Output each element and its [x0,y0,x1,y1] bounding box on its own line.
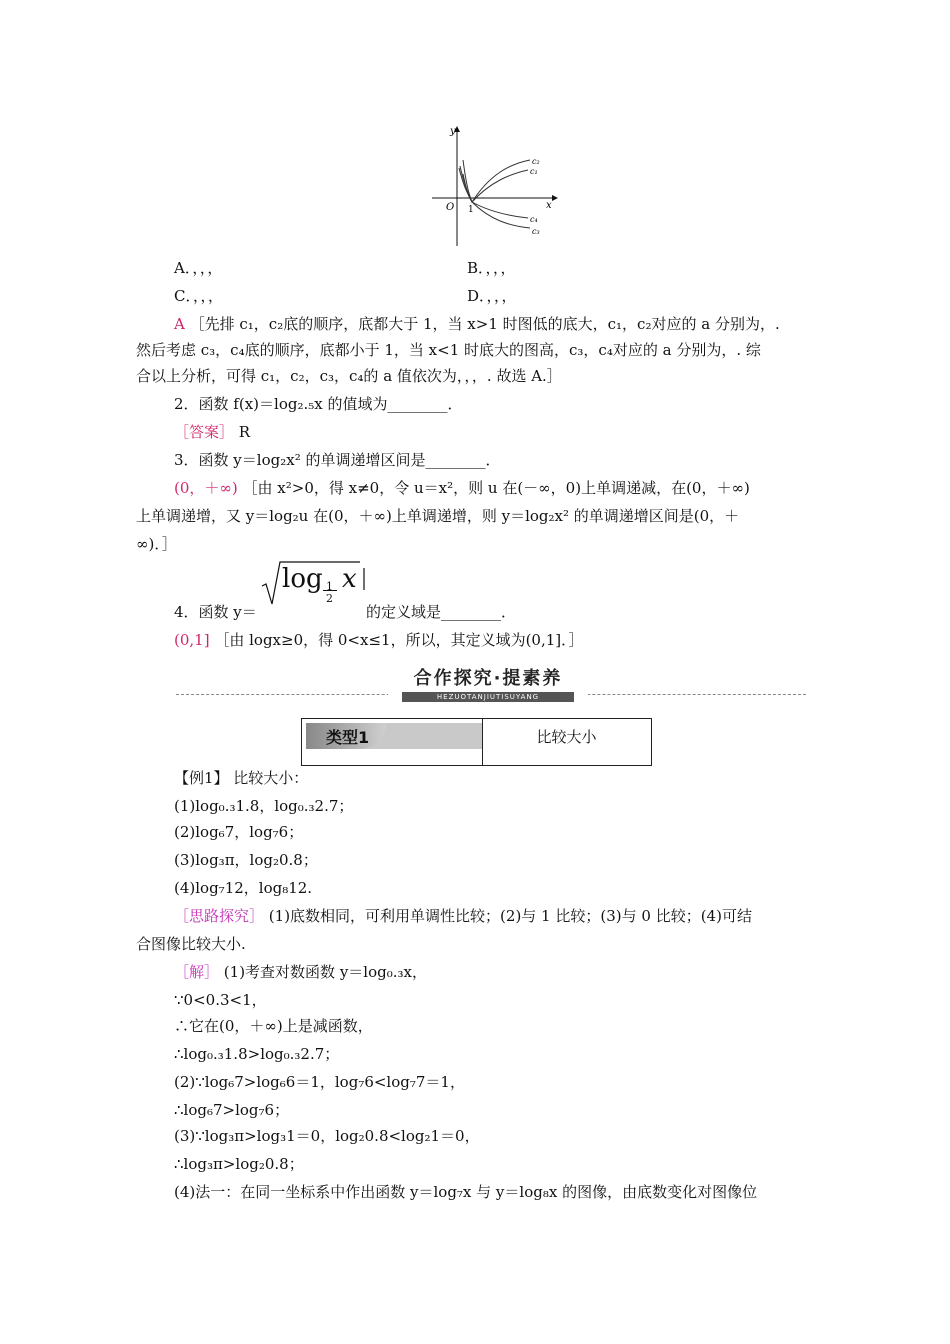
q4-log-text: log [282,564,323,594]
q4-prefix: 4．函数 y＝ [174,603,257,621]
banner-subtitle: HEZUOTANJIUTISUYANG [402,692,574,702]
q3-explain-1: ［由 x²>0，得 x≠0，令 u＝x²，则 u 在(－∞，0)上单调递减，在(0，＋∞) [242,479,750,497]
example-item-1: (1)log₀.₃1.8，log₀.₃2.7； [174,797,354,815]
section-banner [388,662,588,706]
q4-fraction-bar [323,590,337,591]
solution-tag: ［解］ [174,963,220,981]
type-box [301,718,652,766]
q1-answer-letter: A [174,315,185,333]
option-c: C．，，， [174,287,223,305]
q4-sqrt-formula [260,560,370,608]
banner-title: 合作探究·提素养 [413,668,563,689]
q4-answer: (0,1] [174,631,210,649]
thinking-tag: ［思路探究］ [174,907,265,925]
q2-text: 2．函数 f(x)＝log₂.₅x 的值域为________． [174,395,463,413]
solution-line3: ∴它在(0，＋∞)上是减函数， [174,1017,373,1035]
q3-answer: (0，＋∞) [174,479,238,497]
q1-answer-line2: 然后考虑 c₃，c₄底的顺序，底都小于 1，当 x<1 时底大的图高，c₃，c₄对应的 a 分别为，. 综 [136,341,761,359]
thinking-line2: 合图像比较大小. [136,935,246,953]
solution-line4: ∴log₀.₃1.8>log₀.₃2.7； [174,1045,340,1063]
type-label-cell [302,719,483,765]
q3-answer-line1 [174,478,750,498]
q4-base-den: 2 [326,592,333,605]
q1-answer-line1 [174,314,780,334]
graph-c3-label: c₃ [532,227,540,236]
example-item-4: (4)log₇12，log₈12. [174,879,313,897]
graph-svg [430,122,560,248]
q2-answer-line [174,422,250,442]
solution-line7: (3)∵log₃π>log₃1＝0，log₂0.8<log₂1＝0， [174,1127,480,1145]
q3-explain-2: 上单调递增，又 y＝log₂u 在(0，＋∞)上单调递增，则 y＝log₂x² 的单调递增区间是(0，＋ [136,507,740,525]
curve-c2 [463,160,530,202]
q3-explain-3: ∞)．］ [136,535,177,553]
option-a: A．，，， [174,259,223,277]
log-curves-graph [430,122,560,248]
graph-origin-label: O [446,202,455,213]
solution-line6: ∴log₆7>log₇6； [174,1101,290,1119]
thinking-line1 [174,906,752,926]
graph-one-label: 1 [468,205,474,215]
q4-suffix: 的定义域是________． [366,603,517,621]
graph-y-label: y [450,126,456,137]
q1-answer-text1: ［先排 c₁，c₂底的顺序，底都大于 1，当 x>1 时图低的底大，c₁，c₂对应的 a 分别为，. [189,315,780,333]
q4-x: x [342,564,357,594]
example-title: 【例1】 比较大小： [174,769,309,787]
example-item-3: (3)log₃π，log₂0.8； [174,851,318,869]
x-arrow [552,195,558,201]
solution-text1: (1)考查对数函数 y＝log₀.₃x， [223,963,427,981]
thinking-text1: (1)底数相同，可利用单调性比较；(2)与 1 比较；(3)与 0 比较；(4)可结 [268,907,752,925]
q4-explain: ［由 logx≥0，得 0<x≤1，所以，其定义域为(0,1]．］ [214,631,584,649]
graph-c4-label: c₄ [530,215,538,224]
type-topic: 比较大小 [536,728,597,746]
solution-line9: (4)法一：在同一坐标系中作出函数 y＝log₇x 与 y＝log₈x 的图像，由底数变化对图像位 [174,1183,758,1201]
q2-answer-tag: ［答案］ [174,423,235,441]
graph-c1-label: c₁ [530,167,538,176]
solution-line1 [174,962,427,982]
solution-line2: ∵0<0.3<1， [174,991,267,1009]
solution-line5: (2)∵log₆7>log₆6＝1，log₇6<log₇7＝1， [174,1073,465,1091]
q3-text: 3．函数 y＝log₂x² 的单调递增区间是________． [174,451,501,469]
option-d: D．，，， [467,287,517,305]
graph-c2-label: c₂ [532,157,540,166]
type-label: 类型1 [326,728,370,747]
option-b: B．，，， [467,259,516,277]
graph-x-label: x [546,200,552,211]
example-item-2: (2)log₆7，log₇6； [174,823,304,841]
solution-line8: ∴log₃π>log₂0.8； [174,1155,304,1173]
q4-answer-line [174,630,584,650]
q1-answer-line3: 合以上分析，可得 c₁，c₂，c₃，c₄的 a 值依次为，，，. 故选 A.］ [136,367,562,385]
q4-base-num: 1 [326,580,333,593]
q2-answer: R [238,423,251,441]
